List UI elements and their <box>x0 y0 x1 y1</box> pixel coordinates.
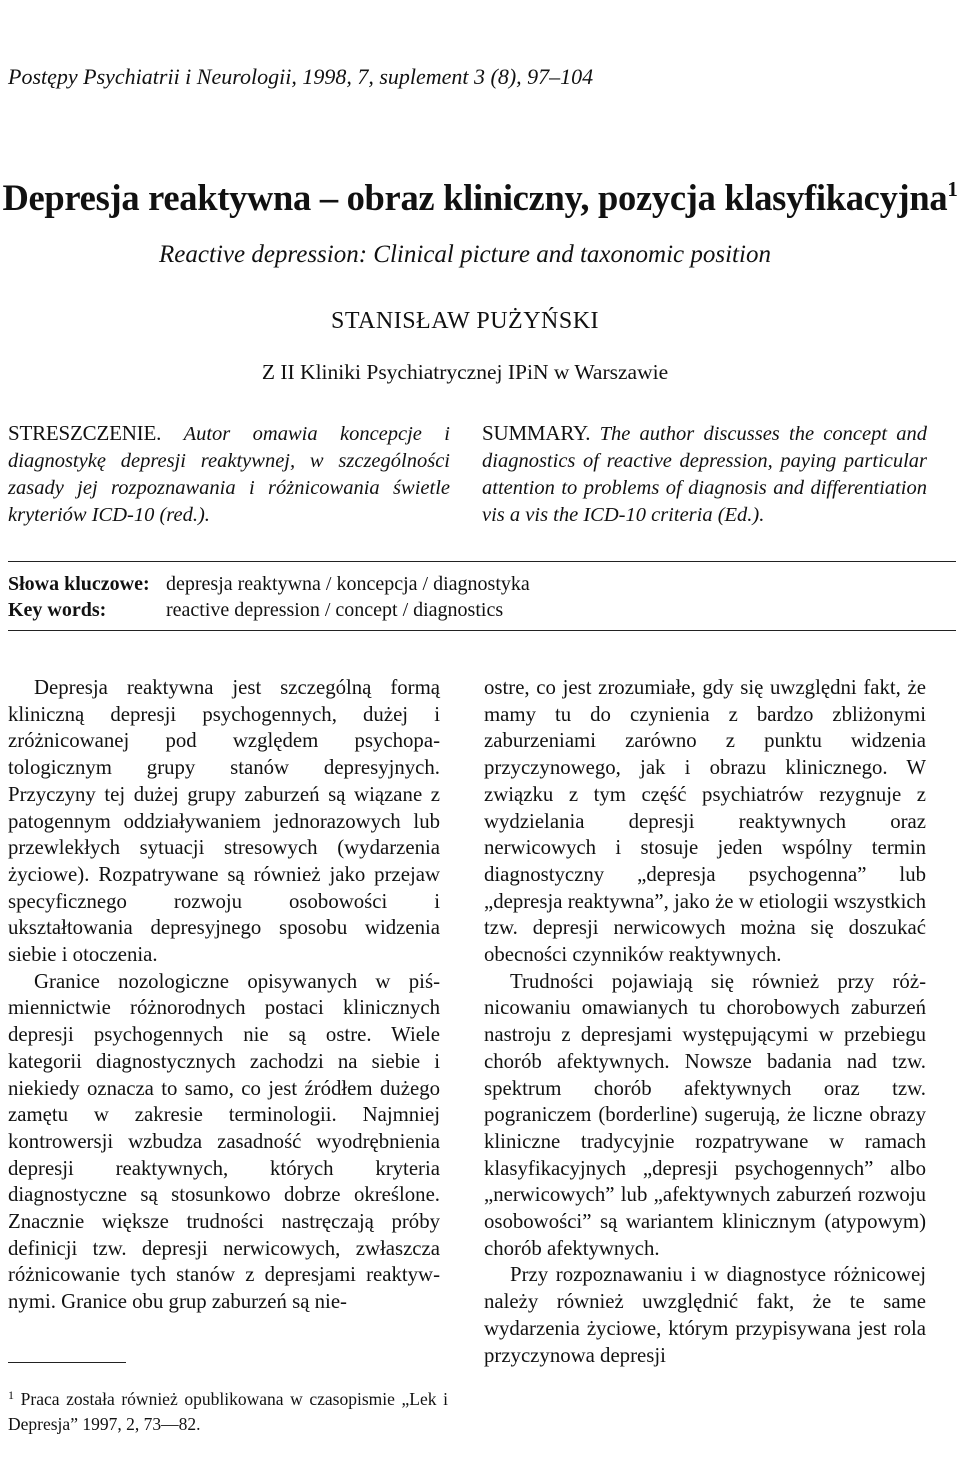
abstract-polish-label: STRESZCZENIE. <box>8 421 162 445</box>
keywords-top-rule <box>8 561 956 562</box>
body-paragraph: ostre, co jest zrozumiałe, gdy się uwzględni fakt, że mamy tu do czynienia z bardzo zbliżonymi zaburzeniami zarówno z punktu widzenia przyczynowego, jak i obrazu klinicznego. W związku z tym część psychiatrów rezygnuje z wydzielania depresji reaktywnych oraz nerwicowych i stosuje jeden wspólny termin diagnostyczny „depresja psychogenna” lub „depresja reaktywna”, jako że w etiologii wszystkich tzw. depresji nerwicowych można się doszukać obecności czynników reaktywnych. <box>484 676 926 967</box>
keywords-polish <box>8 572 530 596</box>
body-column-left <box>8 675 440 1316</box>
abstract-english <box>482 420 927 529</box>
article-subtitle: Reactive depression: Clinical picture and taxonomic position <box>159 241 771 268</box>
footnote-rule <box>8 1362 126 1363</box>
article-title-text: Depresja reaktywna – obraz kliniczny, pozycja klasyfikacyjna <box>2 177 948 218</box>
keywords-english-value: reactive depression / concept / diagnostics <box>166 599 504 621</box>
title-footnote-mark: 1 <box>947 177 958 201</box>
abstract-english-text: The author discusses the concept and diagnostics of reactive depression, paying particular attention to problems of diagnosis and differentiation vis a vis the ICD-10 criteria (Ed.). <box>482 423 928 526</box>
keywords-english <box>8 598 503 622</box>
keywords-bottom-rule <box>8 630 956 631</box>
author-name: STANISŁAW PUŻYŃSKI <box>330 308 600 334</box>
keywords-polish-label: Słowa kluczowe: <box>8 573 150 595</box>
body-paragraph: Depresja reaktywna jest szczególną formą kliniczną depresji psychogennych, dużej i zróżnicowanej pod względem psychopatologicznym grupy stanów depresyjnych. Przyczyny tej dużej grupy zaburzeń są wiązane z patogennym oddziaływaniem jednorazowych lub przewlekłych sytuacji stresowych (wydarzenia życiowe). Rozpatrywane są również jako przejaw specyficznego rozwoju osobowości i ukształtowania depresyjnego sposobu widzenia siebie i otoczenia. <box>8 676 440 967</box>
abstract-polish-text: Autor omawia koncepcje i diagnostykę depresji reaktywnej, w szczególności zasady jej rozpoznawania i różnicowania świetle kryteriów ICD-10 (red.). <box>8 423 451 526</box>
author-affiliation: Z II Kliniki Psychiatrycznej IPiN w Warszawie <box>261 360 669 384</box>
keywords-polish-value: depresja reaktywna / koncepcja / diagnostyka <box>166 573 530 595</box>
footnote-text: Praca została również opublikowana w czasopismie „Lek i Depresja” 1997, 2, 73—82. <box>8 1389 449 1434</box>
footnote <box>8 1387 448 1437</box>
body-paragraph: Przy rozpoznawaniu i w diagnostyce różnicowej należy również uwzględnić fakt, że te same wydarzenia życiowe, którym przypisywana jest rola przyczynowa depresji <box>484 1263 926 1367</box>
footnote-mark: 1 <box>8 1388 14 1402</box>
body-column-right <box>484 675 926 1369</box>
article-title <box>0 176 960 219</box>
abstract-english-label: SUMMARY. <box>482 421 591 445</box>
body-paragraph: Granice nozologiczne opisywanych w piśmiennictwie różnorodnych postaci klinicznych depresji psychogennych nie są ostre. Wiele kategorii diagnostycznych zachodzi na siebie i niekiedy oznacza to samo, co jest źródłem dużego zamętu w zakresie terminologii. Najmniej kontrowersji wzbudza zasadność wyodrębnienia depresji reaktywnych, których kryteria diagnostyczne są stosunkowo dobrze określone. Znacznie większe trudności nastręczają próby definicji tzw. depresji nerwicowych, zwłaszcza różnicowanie tych stanów z depresjami reaktywnymi. Granice obu grup zaburzeń są nie- <box>8 969 440 1314</box>
journal-citation: Postępy Psychiatrii i Neurologii, 1998, 7, suplement 3 (8), 97–104 <box>8 64 594 89</box>
body-paragraph: Trudności pojawiają się również przy różnicowaniu omawianych tu chorobowych zaburzeń nastroju z depresjami występującymi w przebiegu chorób afektywnych. Nowsze badania nad tzw. spektrum chorób afektywnych oraz tzw. pograniczem (borderline) sugerują, że liczne obrazy kliniczne tradycyjnie rozpatrywane w ramach klasyfikacyjnych „depresji psychogennych” albo „nerwicowych” lub „afektywnych zaburzeń rozwoju osobowości” są wariantem klinicznym (atypowym) chorób afektywnych. <box>484 969 926 1260</box>
abstract-polish <box>8 420 450 529</box>
keywords-english-label: Key words: <box>8 599 107 621</box>
